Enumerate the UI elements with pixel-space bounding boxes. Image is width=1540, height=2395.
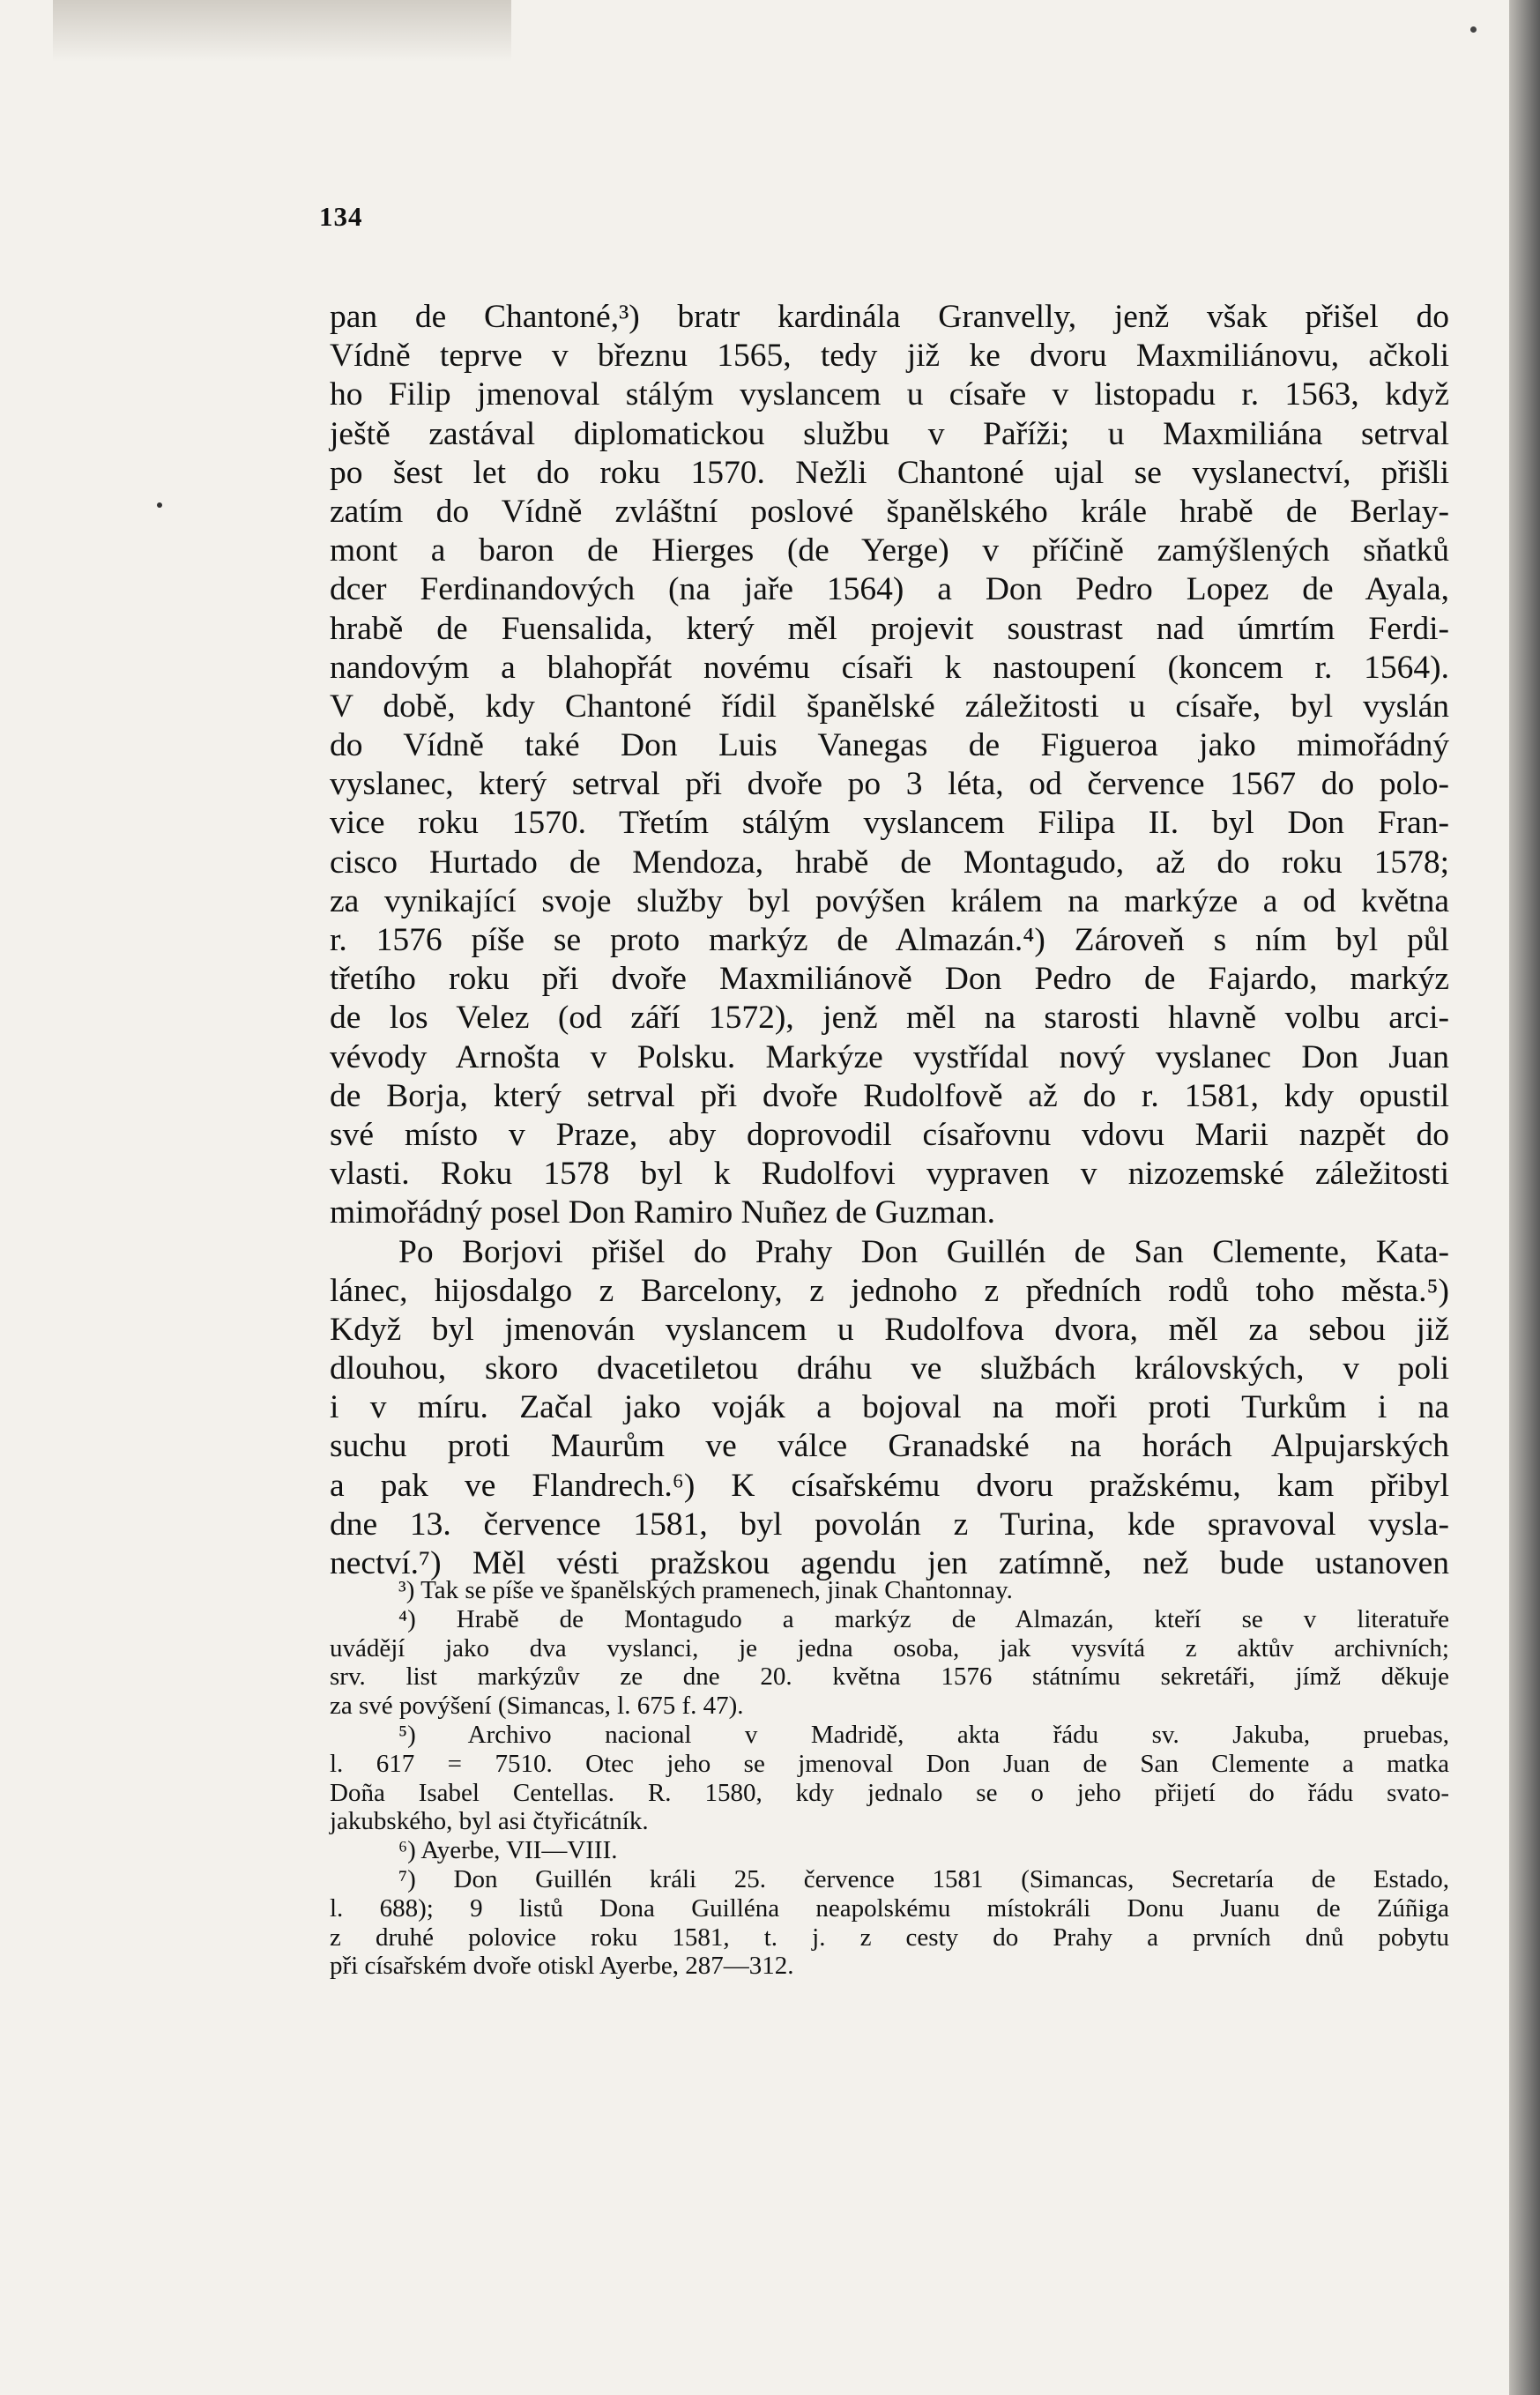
text-line: cisco Hurtado de Mendoza, hrabě de Montagudo, až do roku 1578; [330,844,1449,881]
text-line: de los Velez (od září 1572), jenž měl na starosti hlavně volbu arci- [330,1000,1449,1037]
text-line: dne 13. července 1581, byl povolán z Turina, kde spravoval vysla- [330,1506,1449,1543]
text-line: nandovým a blahopřát novému císaři k nastoupení (koncem r. 1564). [330,649,1449,686]
page-edge-shadow [1509,0,1540,2395]
page-stain [53,0,511,62]
text-line: Vídně teprve v březnu 1565, tedy již ke dvoru Maxmiliánovu, ačkoli [330,338,1449,375]
footnote-line: jakubského, byl asi čtyřicátník. [330,1807,649,1836]
text-line: Po Borjovi přišel do Prahy Don Guillén de San Clemente, Kata- [398,1233,1449,1270]
text-line: pan de Chantoné,³) bratr kardinála Granvelly, jenž však přišel do [330,299,1449,335]
text-line: hrabě de Fuensalida, který měl projevit soustrast nad úmrtím Ferdi- [330,610,1449,647]
text-line: za vynikající svoje služby byl povýšen králem na markýze a od května [330,882,1449,919]
footnote-line: při císařském dvoře otiskl Ayerbe, 287—312. [330,1952,794,1981]
footnote-line: Doña Isabel Centellas. R. 1580, kdy jednalo se o jeho přijetí do řádu svato- [330,1778,1449,1807]
text-line: své místo v Praze, aby doprovodil císařovnu vdovu Marii nazpět do [330,1116,1449,1153]
text-line: nectví.⁷) Měl vésti pražskou agendu jen zatímně, než bude ustanoven [330,1545,1449,1581]
footnote-line: srv. list markýzův ze dne 20. května 1576 státnímu sekretáři, jímž děkuje [330,1662,1449,1692]
footnote-line: l. 617 = 7510. Otec jeho se jmenoval Don Juan de San Clemente a matka [330,1749,1449,1778]
footnote-line: l. 688); 9 listů Dona Guilléna neapolskému místokráli Donu Juanu de Zúñiga [330,1893,1449,1923]
text-line: po šest let do roku 1570. Nežli Chantoné ujal se vyslanectví, přišli [330,454,1449,491]
page-speck [157,502,162,508]
footnote-line: ⁷) Don Guillén králi 25. července 1581 (Simancas, Secretaría de Estado, [398,1864,1449,1893]
main-text [330,298,1449,1583]
text-line: V době, kdy Chantoné řídil španělské záležitosti u císaře, byl vyslán [330,688,1449,725]
footnote-line: z druhé polovice roku 1581, t. j. z cesty do Prahy a prvních dnů pobytu [330,1923,1449,1952]
text-line: vévody Arnošta v Polsku. Markýze vystřídal nový vyslanec Don Juan [330,1038,1449,1075]
text-line: suchu proti Maurům ve válce Granadské na horách Alpujarských [330,1428,1449,1465]
text-line: a pak ve Flandrech.⁶) K císařskému dvoru pražskému, kam přibyl [330,1467,1449,1504]
page-speck-top [1470,26,1477,33]
text-line: mont a baron de Hierges (de Yerge) v příčině zamýšlených sňatků [330,532,1449,569]
text-line: vyslanec, který setrval při dvoře po 3 léta, od července 1567 do polo- [330,766,1449,803]
text-line: zatím do Vídně zvláštní poslové španělského krále hrabě de Berlay- [330,493,1449,530]
footnote-line: ⁵) Archivo nacional v Madridě, akta řádu sv. Jakuba, pruebas, [398,1720,1449,1749]
footnote-line: ⁴) Hrabě de Montagudo a markýz de Almazán, kteří se v literatuře [398,1604,1449,1633]
text-line: r. 1576 píše se proto markýz de Almazán.⁴) Zároveň s ním byl půl [330,922,1449,958]
footnotes [330,1576,1449,1981]
text-line: i v míru. Začal jako voják a bojoval na moři proti Turkům i na [330,1389,1449,1426]
text-line: dlouhou, skoro dvacetiletou dráhu ve službách královských, v poli [330,1350,1449,1387]
footnote-line: za své povýšení (Simancas, l. 675 f. 47). [330,1692,744,1721]
footnote-line: ³) Tak se píše ve španělských pramenech, jinak Chantonnay. [398,1576,1013,1604]
text-line: třetího roku při dvoře Maxmiliánově Don Pedro de Fajardo, markýz [330,961,1449,998]
text-line: mimořádný posel Don Ramiro Nuñez de Guzman. [330,1194,996,1231]
text-line: vice roku 1570. Třetím stálým vyslancem Filipa II. byl Don Fran- [330,805,1449,842]
footnote-line: uvádějí jako dva vyslanci, je jedna osoba, jak vysvítá z aktův archivních; [330,1633,1449,1662]
text-line: vlasti. Roku 1578 byl k Rudolfovi vypraven v nizozemské záležitosti [330,1156,1449,1193]
text-line: ho Filip jmenoval stálým vyslancem u císaře v listopadu r. 1563, když [330,376,1449,413]
text-line: Když byl jmenován vyslancem u Rudolfova dvora, měl za sebou již [330,1311,1449,1348]
footnote-line: ⁶) Ayerbe, VII—VIII. [398,1836,618,1865]
text-line: dcer Ferdinandových (na jaře 1564) a Don Pedro Lopez de Ayala, [330,571,1449,608]
text-line: ještě zastával diplomatickou službu v Paříži; u Maxmiliána setrval [330,415,1449,452]
text-line: lánec, hijosdalgo z Barcelony, z jednoho z předních rodů toho města.⁵) [330,1272,1449,1309]
text-line: de Borja, který setrval při dvoře Rudolfově až do r. 1581, kdy opustil [330,1077,1449,1114]
text-line: do Vídně také Don Luis Vanegas de Figueroa jako mimořádný [330,727,1449,764]
page-number: 134 [319,201,363,232]
